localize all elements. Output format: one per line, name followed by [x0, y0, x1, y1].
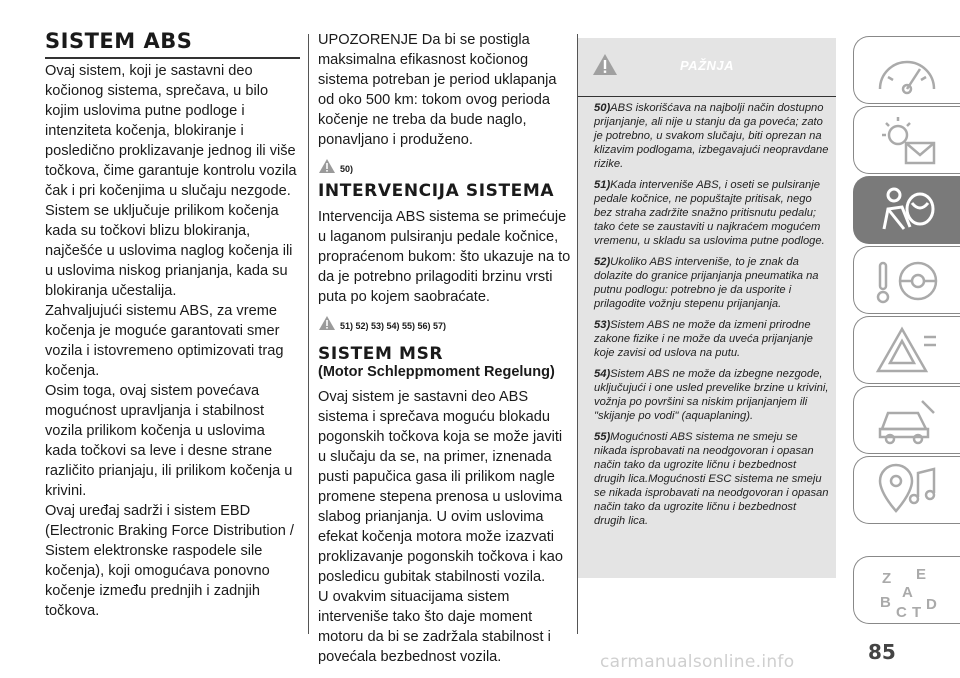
warning-triangle-icon — [318, 158, 336, 174]
section-title-intervencija: INTERVENCIJA SISTEMA — [318, 181, 555, 201]
abs-paragraph-3: Osim toga, ovaj sistem povećava mogućnost upravljanja i stabilnost vozila prilikom kočenja u uslovima kada točkovi sa leve i desne strane različito prianjaju, ili prilikom kočenja u krivini. — [45, 383, 293, 499]
multimedia-icon — [872, 463, 942, 519]
warning-lights-icon — [872, 113, 942, 169]
abs-paragraph-4: Ovaj uređaj sadrži i sistem EBD (Electronic Braking Force Distribution / Sistem elektronske raspodele sile kočenja), koji omogućava ponovno kočenje između prednjih i zadnjih točkova. — [45, 503, 294, 619]
warning-item-number: 52) — [594, 256, 611, 268]
emergency-triangle-icon — [872, 323, 942, 379]
abs-body — [45, 61, 300, 621]
tab-warning-lights[interactable] — [853, 106, 960, 174]
warning-item — [594, 318, 830, 360]
abs-paragraph-2: Zahvaljujući sistemu ABS, za vreme kočenja je moguće garantovati smer vozila i istovremeno optimizovati trag kočenja. — [45, 303, 284, 379]
tab-dashboard[interactable] — [853, 36, 960, 104]
msr-paragraph-1: Ovaj sistem je sastavni deo ABS sistema i sprečava moguću blokadu pogonskih točkova koja se može javiti u slučaju da se, na primer, iznenada pusti papučica gasa ili prilikom nagle promene stepena prenosa u uslovima slabog prianjanja. U ovim uslovima efekat kočenja motora može izazvati proklizavanje pogonskih točkova i kao posledicu gubitak stabilnosti vozila. — [318, 389, 563, 585]
warning-box — [578, 38, 836, 578]
svg-text:E: E — [916, 566, 927, 583]
svg-text:A: A — [902, 584, 913, 601]
svg-text:C: C — [896, 604, 907, 619]
warning-item-number: 53) — [594, 319, 611, 331]
dashboard-icon — [872, 43, 942, 99]
svg-text:Z: Z — [882, 570, 892, 587]
section-title-msr: SISTEM MSR — [318, 344, 444, 364]
warning-reference-numbers: 50) — [340, 164, 354, 174]
warning-item — [594, 101, 830, 171]
column-divider-1 — [308, 34, 309, 634]
tab-maintenance[interactable] — [853, 386, 960, 454]
warning-item-text: Sistem ABS ne može da izmeni prirodne zakone fizike i ne može da uveća prijanjanje koje zavisi od uslova na putu. — [594, 319, 813, 359]
warning-item-text: Kada interveniše ABS, i oseti se pulsiranje pedale kočnice, ne popuštajte pritisak, nego bez straha zadržite snažno pritisnutu pedalu; tako ćete se zaustaviti u najkraćem mogućem vremenu, u skladu sa uslovima putne podloge. — [594, 179, 825, 247]
warning-reference-numbers: 51) 52) 53) 54) 55) 56) 57) — [340, 321, 447, 331]
column-left — [45, 30, 300, 621]
warning-triangle-icon — [318, 315, 336, 331]
msr-subtitle: (Motor Schleppmoment Regelung) — [318, 364, 555, 380]
tab-index[interactable] — [853, 556, 960, 624]
intervencija-paragraph: Intervencija ABS sistema se primećuje u laganom pulsiranju pedale kočnice, propraćenom bukom: što ukazuje na to da je potrebno prilagoditi brzinu vrsti puta po kojem saobraćate. — [318, 209, 571, 305]
watermark-text: carmanualsonline.info — [600, 652, 795, 672]
airbag-seatbelt-icon — [872, 183, 942, 239]
svg-text:T: T — [912, 604, 922, 619]
warning-item-number: 51) — [594, 179, 611, 191]
warning-item — [594, 178, 830, 248]
svg-text:D: D — [926, 596, 937, 613]
warning-box-title: PAŽNJA — [679, 58, 735, 73]
warning-item-text: ABS iskorišćava na najbolji način dostupno prijanjanje, ali nije u stanju da ga poveća; zato je potrebno, u svakom slučaju, biti oprezan na klizavim podlogama, izbegavajući neopravdane rizike. — [594, 102, 829, 170]
section-title-abs: SISTEM ABS — [45, 30, 300, 59]
warning-item-number: 50) — [594, 102, 611, 114]
steering-wheel-key-icon — [872, 253, 942, 309]
warning-item — [594, 255, 830, 311]
column-middle — [318, 30, 573, 667]
warning-item — [594, 430, 830, 528]
warning-item-number: 54) — [594, 368, 611, 380]
msr-paragraph-2: U ovakvim situacijama sistem interveniše tako što daje moment motoru da bi se zadržala stabilnost i povećala bezbednost vozila. — [318, 589, 551, 665]
warning-reference-2 — [318, 315, 573, 331]
page-number: 85 — [868, 640, 896, 664]
warning-box-body — [578, 96, 836, 528]
car-maintenance-icon — [872, 393, 942, 449]
tab-emergency[interactable] — [853, 316, 960, 384]
warning-item-text: Ukoliko ABS interveniše, to je znak da dolazite do granice prijanjanja pneumatika na putnu podlogu: potrebno je da usporite i prilagodite vožnju stepenu prijanjanja. — [594, 256, 819, 310]
abs-paragraph-1: Ovaj sistem, koji je sastavni deo kočionog sistema, sprečava, u bilo kojim uslovima putne podloge i intenziteta kočenja, blokiranje i posledično proklizavanje jednog ili više točkova, čime garantuje kontrolu vozila čak i pri kočenjima u slučaju nezgode. Sistem se uključuje prilikom kočenja kada su točkovi blizu blokiranja, najčešće u uslovima naglog kočenja ili u uslovima niskog prianjanja, kada su blokiranja učestalija. — [45, 63, 297, 299]
warning-item-text: Sistem ABS ne može da izbegne nezgode, uključujući i one usled prevelike brzine u krivini, vožnja po površini sa niskim prijanjanjem ili "skijanje po vodi" (aquaplaning). — [594, 368, 829, 422]
tab-multimedia[interactable] — [853, 456, 960, 524]
index-letters-icon — [872, 563, 942, 619]
warning-item-number: 55) — [594, 431, 611, 443]
warning-item-text: Mogućnosti ABS sistema ne smeju se nikada isprobavati na neodgovoran i opasan način tako da ugrozite ličnu i bezbednost drugih lica.Mogućnosti ESC sistema ne smeju se nikada isprobavati na neodgovoran i opasan način tako da ugrozite ličnu i bezbednost drugih lica. — [594, 431, 829, 527]
warning-reference-1 — [318, 158, 573, 174]
tab-safety[interactable] — [853, 176, 960, 244]
svg-text:B: B — [880, 594, 891, 611]
warning-item — [594, 367, 830, 423]
tab-driving[interactable] — [853, 246, 960, 314]
warning-intro-paragraph: UPOZORENJE Da bi se postigla maksimalna efikasnost kočionog sistema potreban je period uklapanja od oko 500 km: tokom ovog perioda kočenje ne treba da bude naglo, ponavljano i produženo. — [318, 32, 557, 148]
warning-box-header — [578, 38, 836, 94]
